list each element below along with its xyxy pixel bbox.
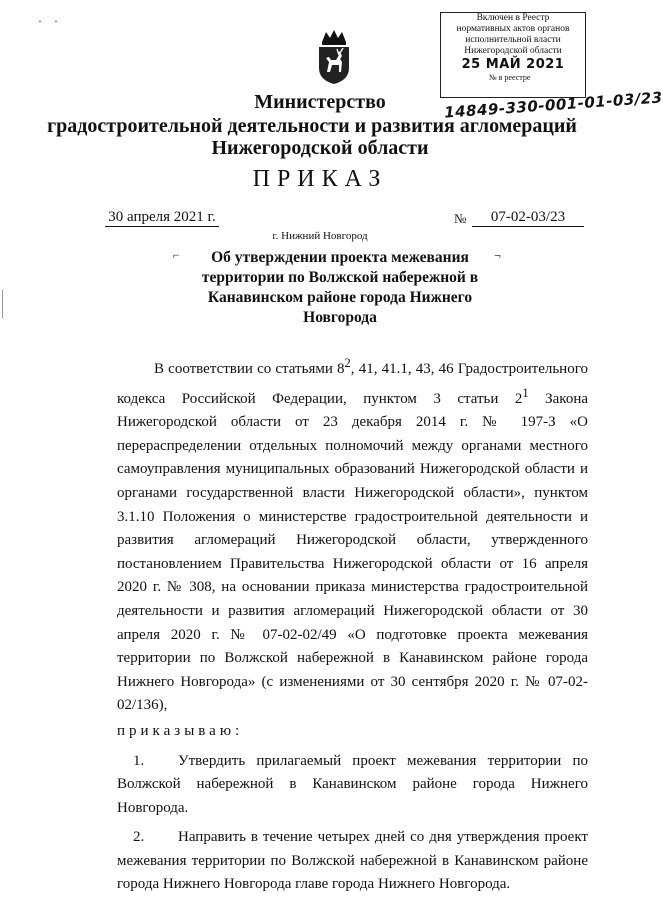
order-subject: Об утверждении проекта межевания территории по Волжской набережной в Канавинском районе города Нижнего Новгорода: [201, 249, 479, 326]
registry-stamp: [440, 12, 586, 98]
order-item-1: [117, 750, 588, 821]
item-text: Утвердить прилагаемый проект межевания территории по Волжской набережной в Канавинском районе города Нижнего Новгорода.: [117, 752, 588, 816]
ministry-name-line-3: Нижегородской области: [211, 137, 429, 159]
superscript: 1: [522, 385, 529, 400]
stamp-line-3: исполнительной власти: [465, 35, 561, 45]
handwritten-registry-number: 14849-330-001-01-03/23: [443, 88, 663, 122]
city-name: г. Нижний Новгород: [272, 230, 368, 242]
order-word: приказываю:: [117, 722, 244, 739]
stamp-registry-label: № в реестре: [489, 73, 531, 82]
order-number: 07-02-03/23: [472, 209, 584, 227]
scan-specks: · ·: [38, 14, 58, 28]
margin-mark: [2, 290, 3, 318]
superscript: 2: [344, 356, 351, 370]
order-item-2: [117, 826, 588, 897]
stamp-line-1: Включен в Реестр: [476, 13, 550, 23]
stamp-line-2: нормативных актов органов: [456, 24, 570, 34]
order-date: 30 апреля 2021 г.: [105, 209, 219, 227]
preamble-paragraph: В соответствии со статьями $8^2$, 41, 41.1, 43, 46 Градостроительного кодекса Российской Федерации, пунктом 3 статьи $2^1$ Закона Нижегородской области от 23 декабря 2014 г. № 197-З «О перераспределении отдельных полномочий между органами местного самоуправления муниципальных образований Нижегородской области и органами государственной власти Нижегородской области», пунктом 3.1.10 Положения о министерстве градостроительной деятельности и развития агломераций Нижегородской области, утвержденного постановлением Правительства Нижегородской области от 16 апреля 2020 г. № 308, на основании приказа министерства градостроительной деятельности и развития агломераций Нижегородской области от 30 апреля 2020 г. № 07-02-02/49 «О подготовке проекта межевания территории по Волжской набережной в Канавинском районе города Нижнего Новгорода» (с изменениями от 30 сентября 2020 г. № 07-02-02/136),: [117, 356, 589, 714]
ministry-name-line-2: градостроительной деятельности и развития агломераций: [47, 115, 577, 137]
ministry-name-line-1: Министерство: [254, 91, 386, 113]
subject-corner-right: ¬: [494, 248, 501, 262]
document-type-title: ПРИКАЗ: [252, 166, 388, 192]
stamp-date: 25 МАЙ 2021: [461, 57, 565, 72]
item-number: 1.: [133, 752, 145, 769]
order-body: [117, 352, 588, 897]
item-text: Направить в течение четырех дней со дня утверждения проект межевания территории по Волжской набережной в Канавинском районе города Нижнего Новгорода главе города Нижнего Новгорода.: [117, 829, 588, 893]
subject-corner-left: ⌐: [173, 248, 180, 262]
coat-of-arms-icon: [312, 28, 356, 86]
stamp-line-4: Нижегородской области: [464, 46, 562, 56]
number-sign: №: [454, 211, 467, 226]
item-number: 2.: [133, 829, 145, 846]
